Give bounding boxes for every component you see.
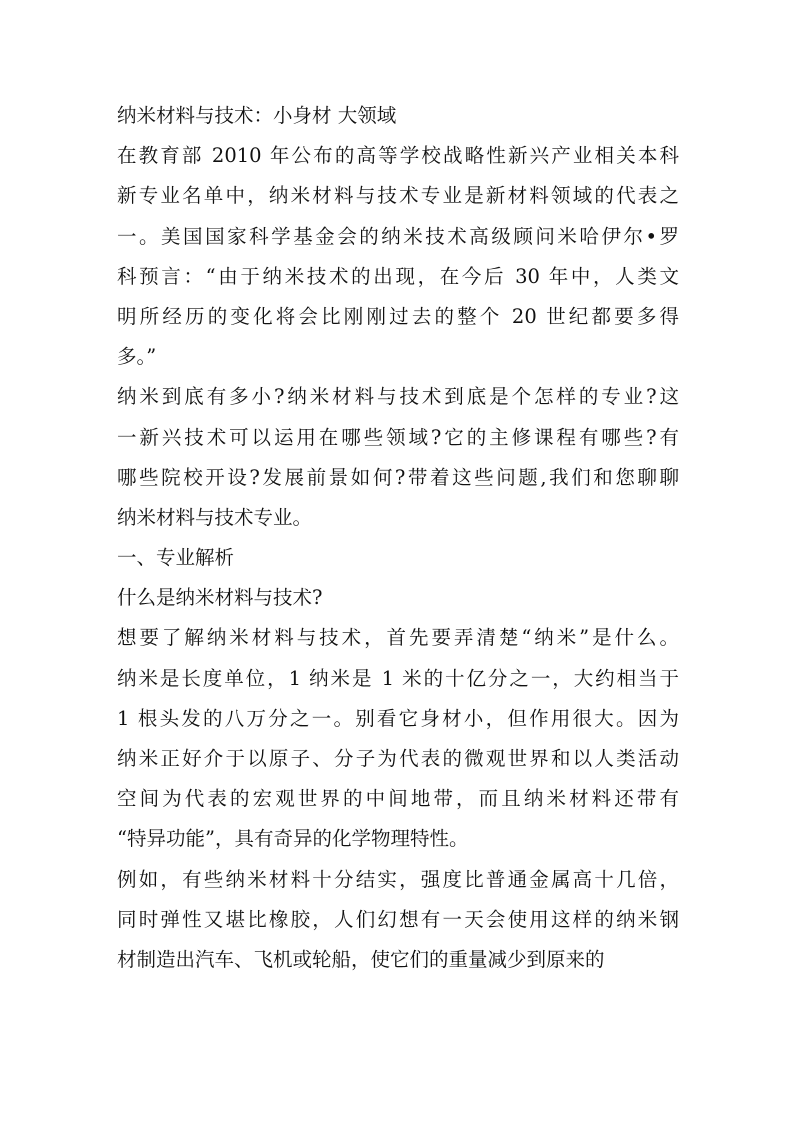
paragraph-line: 新专业名单中，纳米材料与技术专业是新材料领域的代表之	[117, 184, 679, 208]
paragraph-line: 例如，有些纳米材料十分结实，强度比普通金属高十几倍，	[117, 867, 679, 891]
paragraph-line: 1 根头发的八万分之一。别看它身材小，但作用很大。因为	[117, 706, 679, 730]
paragraph-line: 科预言：“由于纳米技术的出现，在今后 30 年中，人类文	[117, 264, 679, 288]
paragraph-line: 纳米材料与技术专业。	[117, 505, 313, 529]
paragraph-line: 一。美国国家科学基金会的纳米技术高级顾问米哈伊尔•罗	[117, 224, 679, 248]
paragraph-line: 纳米正好介于以原子、分子为代表的微观世界和以人类活动	[117, 747, 679, 770]
paragraph-line: 明所经历的变化将会比刚刚过去的整个 20 世纪都要多得	[117, 304, 679, 328]
paragraph-line: 同时弹性又堪比橡胶，人们幻想有一天会使用这样的纳米钢	[117, 907, 679, 931]
paragraph-line: 空间为代表的宏观世界的中间地带，而且纳米材料还带有	[117, 787, 679, 811]
paragraph-line: 哪些院校开设?发展前景如何?带着这些问题,我们和您聊聊	[117, 465, 679, 489]
paragraph-line: 想要了解纳米材料与技术，首先要弄清楚“纳米”是什么。	[117, 626, 679, 650]
document-body	[117, 136, 679, 980]
paragraph-line: 纳米是长度单位，1 纳米是 1 米的十亿分之一，大约相当于	[117, 666, 679, 690]
paragraph-line: 材制造出汽车、飞机或轮船，使它们的重量减少到原来的	[117, 947, 605, 971]
paragraph-line: 一、专业解析	[117, 546, 235, 570]
paragraph-line: “特异功能”，具有奇异的化学物理特性。	[117, 827, 469, 851]
paragraph-line: 什么是纳米材料与技术?	[117, 586, 323, 610]
paragraph-line: 纳米到底有多小?纳米材料与技术到底是个怎样的专业?这	[117, 385, 679, 409]
document-page	[117, 96, 679, 980]
paragraph-line: 在教育部 2010 年公布的高等学校战略性新兴产业相关本科	[117, 144, 679, 168]
paragraph-line: 一新兴技术可以运用在哪些领域?它的主修课程有哪些?有	[117, 425, 679, 449]
paragraph-line: 多。”	[117, 345, 157, 369]
document-title: 纳米材料与技术：小身材 大领域	[117, 104, 397, 127]
